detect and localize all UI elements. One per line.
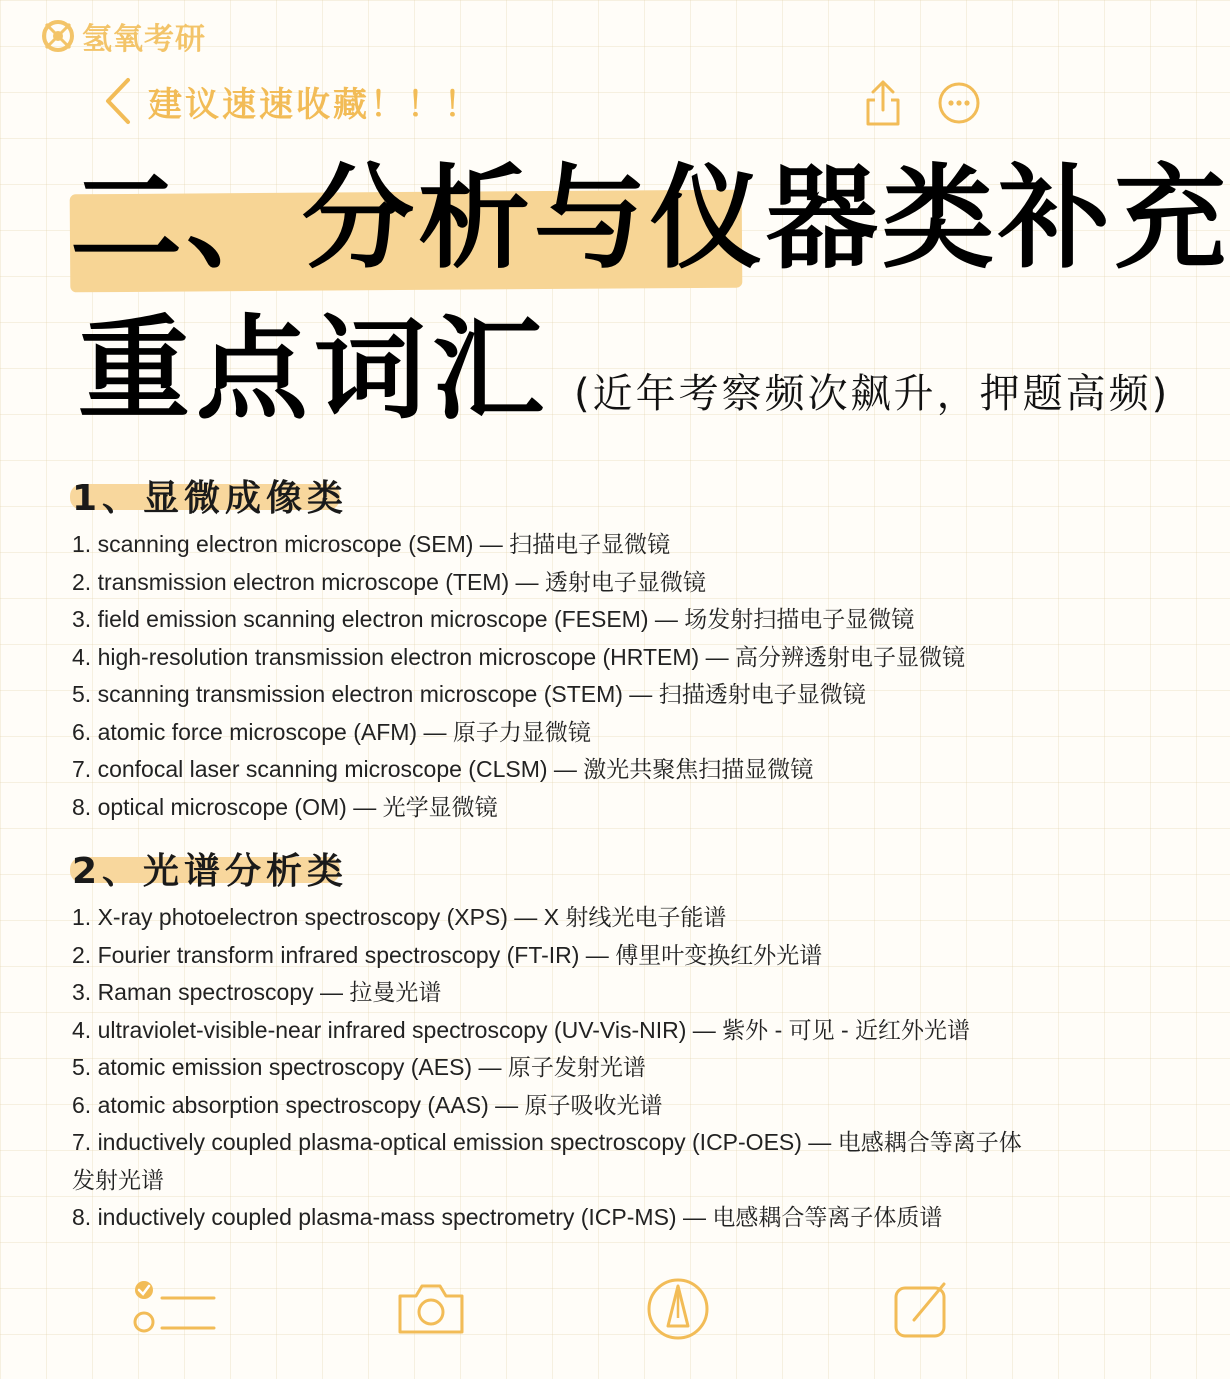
compose-button[interactable] <box>892 1276 952 1342</box>
chevron-left-icon[interactable] <box>100 76 138 126</box>
section-spectroscopy <box>68 843 1048 1237</box>
list-item: 2. Fourier transform infrared spectroscopy (FT-IR) — 傅里叶变换红外光谱 <box>72 941 823 968</box>
list-item: 6. atomic force microscope (AFM) — 原子力显微镜 <box>72 718 591 745</box>
list-item: 4. ultraviolet-visible-near infrared spectroscopy (UV-Vis-NIR) — 紫外 - 可见 - 近红外光谱 <box>72 1016 971 1043</box>
list-item: 5. atomic emission spectroscopy (AES) — 原子发射光谱 <box>72 1054 646 1080</box>
brand-logo <box>40 14 206 58</box>
section-heading-label: 2、光谱分析类 <box>72 851 349 892</box>
pen-icon <box>646 1276 710 1342</box>
list-item: 1. X-ray photoelectron spectroscopy (XPS) — X 射线光电子能谱 <box>72 904 727 930</box>
headline <box>70 150 1230 295</box>
page-note: (近年考察频次飙升，押题高频) <box>574 371 1171 417</box>
term-list <box>68 899 1048 1237</box>
section-heading <box>68 470 1048 520</box>
page-subtitle: 重点词汇 <box>78 305 550 435</box>
nav-actions <box>862 78 980 128</box>
list-item: 7. confocal laser scanning microscope (CLSM) — 激光共聚焦扫描显微镜 <box>72 756 814 782</box>
page-title: 二、分析与仪器类补充 <box>70 154 1230 284</box>
section-microscopy <box>68 470 1048 826</box>
list-item: 8. optical microscope (OM) — 光学显微镜 <box>72 793 498 820</box>
term-list <box>68 526 1048 826</box>
pen-button[interactable] <box>646 1276 710 1342</box>
compose-icon <box>892 1276 952 1342</box>
subtitle-row <box>78 305 1170 435</box>
nav-title: 建议速速收藏！！！ <box>148 84 481 125</box>
list-item: 5. scanning transmission electron microscope (STEM) — 扫描透射电子显微镜 <box>72 681 866 707</box>
list-item: 6. atomic absorption spectroscopy (AAS) — 原子吸收光谱 <box>72 1091 663 1118</box>
checklist-button[interactable] <box>130 1276 216 1342</box>
bottom-toolbar <box>0 1270 1080 1350</box>
more-icon[interactable] <box>938 78 980 128</box>
section-heading-label: 1、显微成像类 <box>72 478 349 519</box>
list-item: 3. Raman spectroscopy — 拉曼光谱 <box>72 979 442 1005</box>
nav-bar <box>100 76 481 126</box>
checklist-icon <box>130 1276 216 1342</box>
list-item: 7. inductively coupled plasma-optical emission spectroscopy (ICP-OES) — 电感耦合等离子体发射光谱 <box>72 1129 1022 1193</box>
brand-name: 氢氧考研 <box>82 22 206 57</box>
list-item: 3. field emission scanning electron microscope (FESEM) — 场发射扫描电子显微镜 <box>72 606 915 632</box>
list-item: 1. scanning electron microscope (SEM) — 扫描电子显微镜 <box>72 531 671 557</box>
list-item: 2. transmission electron microscope (TEM) — 透射电子显微镜 <box>72 568 706 595</box>
list-item: 4. high-resolution transmission electron microscope (HRTEM) — 高分辨透射电子显微镜 <box>72 643 965 670</box>
share-icon[interactable] <box>862 78 904 128</box>
camera-button[interactable] <box>396 1276 466 1342</box>
list-item: 8. inductively coupled plasma-mass spectrometry (ICP-MS) — 电感耦合等离子体质谱 <box>72 1204 943 1230</box>
camera-icon <box>396 1276 466 1342</box>
section-heading <box>68 843 1048 893</box>
brand-logo-icon <box>40 18 76 54</box>
